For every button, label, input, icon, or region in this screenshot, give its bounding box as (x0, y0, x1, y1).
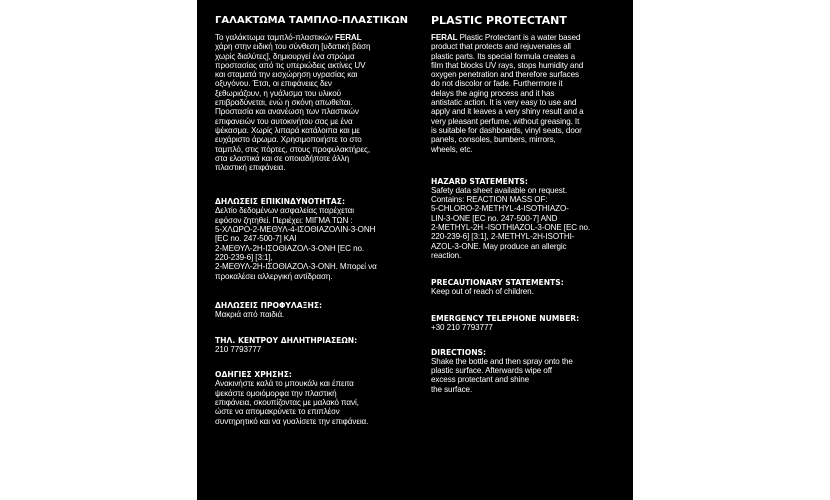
greek-poison-center-phone: 210 7793777 (215, 345, 262, 355)
english-title: PLASTIC PROTECTANT (431, 14, 567, 27)
english-intro-text: Plastic Protectant is a water based product that protects and rejuvenates all plastic parts. Its special formula creates a film that blocks UV rays, stops humidity and oxygen penetration and therefore surfaces do not discolor or fade. Furthermore it delays the aging process and it has antistatic action. It is very easy to use and apply and it leaves a very shiny result and a very pleasant perfume, without greasing. It is suitable for dashboards, vinyl seats, door panels, consoles, bumbers, mirrors, wheels, etc. (431, 33, 584, 154)
greek-directions-heading: ΟΔΗΓΙΕΣ ΧΡΗΣΗΣ: (215, 370, 292, 380)
greek-poison-center-heading: ΤΗΛ. ΚΕΝΤΡΟΥ ΔΗΛΗΤΗΡΙΑΣΕΩΝ: (215, 336, 358, 346)
english-column (431, 14, 617, 394)
greek-poison-center-section (215, 336, 413, 354)
english-emergency-phone: +30 210 7793777 (431, 322, 493, 332)
greek-column (215, 14, 413, 426)
greek-intro-text: χάρη στην ειδική του σύνθεση [υδατική βάση χωρίς διαλύτες], δημιουργεί ένα στρώμα προστασίας από τις υπεριώδεις ακτίνες UV και σταματά την εισχώρηση υγρασίας και οξυγόνου. Έτσι, οι επιφάνειες δεν ξεθωριάζουν, η γυάλισμα του υλικού επιβραδύνεται, ενώ η σκόνη απωθείται. Προστασία και ανανέωση των πλαστικών επιφανειών του αυτοκινήτου σας με ένα ψέκασμα. Χωρίς λιπαρά κατάλοιπα και με ευχάριστο άρωμα. Χρησιμοποιήστε το στο ταμπλό, στις πόρτες, στους προφυλακτήρες, στα ελαστικά και σε οποιαδήποτε άλλη πλαστική επιφάνεια. (215, 42, 371, 173)
english-precaution-section (431, 278, 617, 296)
greek-intro-pre: Το γαλάκτωμα ταμπλό-πλαστικών (215, 33, 336, 42)
greek-precaution-heading: ΔΗΛΩΣΕΙΣ ΠΡΟΦΥΛΑΞΗΣ: (215, 300, 323, 310)
english-brand: FERAL (431, 33, 458, 42)
greek-intro (215, 33, 413, 172)
greek-directions-body: Ανακινήστε καλά το μπουκάλι και έπειτα ψεκάστε ομοιόμορφα την πλαστική επιφάνεια, σκουπίζοντας με μαλακό πανί, ώστε να απομακρύνετε το επιπλέον συντηρητικό και να γυαλίσετε την επιφάνεια. (215, 379, 369, 426)
greek-hazard-heading: ΔΗΛΩΣΕΙΣ ΕΠΙΚΙΝΔΥΝΟΤΗΤΑΣ: (215, 197, 346, 207)
english-precaution-body: Keep out of reach of children. (431, 287, 534, 297)
english-intro (431, 33, 617, 154)
greek-directions-section (215, 370, 413, 425)
greek-hazard-body: Δελτίο δεδομένων ασφαλείας παρέχεται εφόσον ζητηθεί. Περιέχει: ΜΙΓΜΑ ΤΩΝ : 5-ΧΛΩΡΟ-2-ΜΕΘΥΛ-4-ΙΣΟΘΙΑΖΟΛΙΝ-3-ΟΝΗ [EC no. 247-500-7] ΚΑΙ 2-ΜΕΘΥΛ-2Η-ΙΣΟΘΙΑΖΟΛ-3-ΟΝΗ [EC no. 220-239-6] [3:1], 2-ΜΕΘΥΛ-2Η-ΙΣΟΘΙΑΖΟΛ-3-ΟΝΗ. Μπορεί να προκαλέσει αλλεργική αντίδραση. (215, 206, 377, 281)
greek-hazard-section (215, 197, 413, 280)
english-hazard-body: Safety data sheet available on request. Contains: REACTION MASS OF: 5-CHLORO-2-METHYL-4-ISOTHIAZO- LIN-3-ONE [EC no. 247-500-7] AND 2-METHYL-2H -ISOTHIAZOL-3-ONE [EC no. 220-239-6] [3:1], 2-METHYL-2H-ISOTHI- AZOL-3-ONE. May produce an allergic reaction. (431, 185, 591, 260)
greek-precaution-section (215, 301, 413, 319)
greek-brand: FERAL (335, 33, 362, 42)
english-hazard-section (431, 177, 617, 260)
greek-title: ΓΑΛΑΚΤΩΜΑ ΤΑΜΠΛΟ-ΠΛΑΣΤΙΚΩΝ (215, 15, 408, 26)
english-precaution-heading: PRECAUTIONARY STATEMENTS: (431, 278, 564, 288)
english-directions-section (431, 348, 617, 394)
english-directions-body: Shake the bottle and then spray onto the plastic surface. Afterwards wipe off excess protectant and shine the surface. (431, 356, 573, 394)
english-directions-heading: DIRECTIONS: (431, 347, 487, 357)
product-label (197, 0, 633, 500)
english-emergency-heading: EMERGENCY TELEPHONE NUMBER: (431, 313, 580, 323)
english-hazard-heading: HAZARD STATEMENTS: (431, 176, 528, 186)
greek-precaution-body: Μακριά από παιδιά. (215, 309, 285, 319)
english-emergency-section (431, 314, 617, 332)
